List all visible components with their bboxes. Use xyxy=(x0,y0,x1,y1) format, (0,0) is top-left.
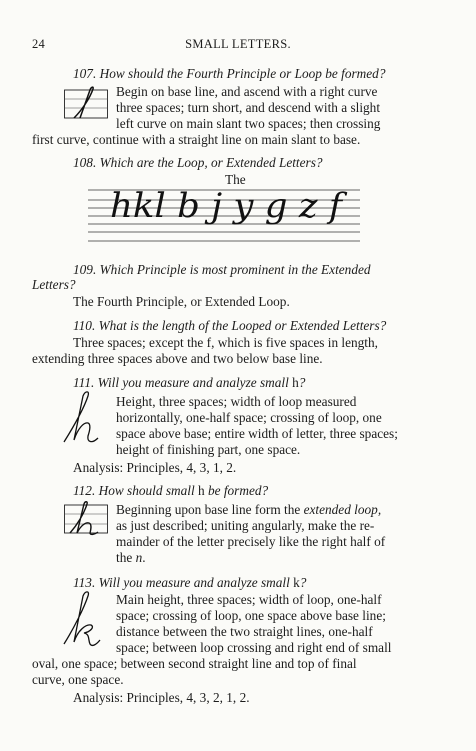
answer-110-line1: Three spaces; except the f, which is five spaces in length, xyxy=(73,335,378,350)
script-k-figure xyxy=(60,590,106,648)
question-107: 107. How should the Fourth Principle or Loop be formed? xyxy=(73,66,386,81)
answer-107-line4: first curve, continue with a straight line on main slant to base. xyxy=(32,132,361,147)
answer-112-line1: Beginning upon base line form the extended loop, xyxy=(116,502,382,517)
answer-112-line3: mainder of the letter precisely like the right half of xyxy=(116,534,386,549)
loop-principle-figure xyxy=(64,86,108,122)
answer-111-line4: height of finishing part, one space. xyxy=(116,442,301,457)
answer-112-line2: as just described; uniting angularly, make the re- xyxy=(116,518,375,533)
h-formation-figure xyxy=(64,500,108,538)
analysis-113: Analysis: Principles, 4, 3, 2, 1, 2. xyxy=(73,690,250,705)
figure-caption-the: The xyxy=(225,172,246,187)
answer-110-line2: extending three spaces above and two below base line. xyxy=(32,351,323,366)
answer-113-line3: distance between the two straight lines, one-half xyxy=(116,624,373,639)
question-109-line1: 109. Which Principle is most prominent in the Extended xyxy=(73,262,371,277)
page-number: 24 xyxy=(32,37,46,51)
answer-113-line4: space; between loop crossing and right end of small xyxy=(116,640,392,655)
analysis-111: Analysis: Principles, 4, 3, 1, 2. xyxy=(73,460,237,475)
question-109-line2: Letters? xyxy=(32,277,76,292)
answer-109: The Fourth Principle, or Extended Loop. xyxy=(73,294,290,309)
question-113: 113. Will you measure and analyze small k? xyxy=(73,575,307,590)
answer-113-line5: oval, one space; between second straight line and top of final xyxy=(32,656,357,671)
svg-text:hkl b j y g z f: hkl b j y g z f xyxy=(110,186,348,226)
script-h-figure xyxy=(60,390,106,446)
answer-113-line6: curve, one space. xyxy=(32,672,124,687)
answer-107-line2: three spaces; turn short, and descend with a slight xyxy=(116,100,381,115)
answer-113-line1: Main height, three spaces; width of loop, one-half xyxy=(116,592,382,607)
answer-107-line3: left curve on main slant two spaces; then crossing xyxy=(116,116,381,131)
question-108: 108. Which are the Loop, or Extended Letters? xyxy=(73,155,323,170)
answer-111-line3: space above base; entire width of letter, three spaces; xyxy=(116,426,398,441)
extended-letters-figure xyxy=(88,186,360,248)
question-111: 111. Will you measure and analyze small h? xyxy=(73,375,306,390)
page-title: SMALL LETTERS. xyxy=(185,37,291,51)
answer-111-line1: Height, three spaces; width of loop measured xyxy=(116,394,357,409)
answer-112-line4: the n. xyxy=(116,550,146,565)
answer-113-line2: space; crossing of loop, one space above base line; xyxy=(116,608,386,623)
question-110: 110. What is the length of the Looped or Extended Letters? xyxy=(73,318,387,333)
answer-111-line2: horizontally, one-half space; crossing of loop, one xyxy=(116,410,382,425)
answer-107-line1: Begin on base line, and ascend with a right curve xyxy=(116,84,378,99)
question-112: 112. How should small h be formed? xyxy=(73,483,269,498)
